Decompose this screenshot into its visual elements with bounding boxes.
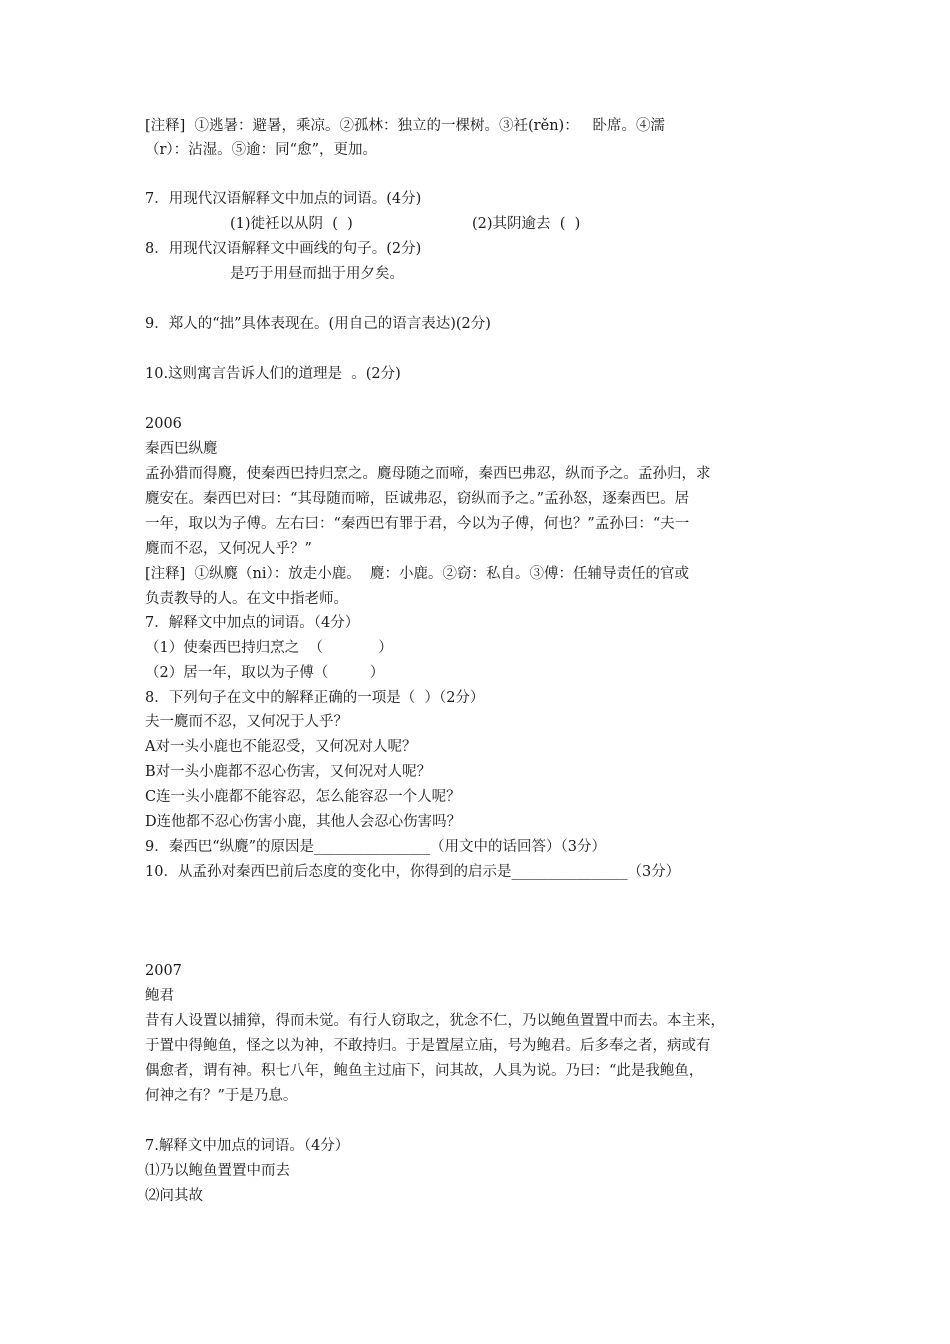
text-line: 麑安在。秦西巴对曰：“其母随而啼，臣诚弗忍，窃纵而予之。”孟孙怒，逐秦西巴。居 [145,491,690,507]
text-line: 负责教导的人。在文中指老师。 [145,591,348,607]
text-line: 秦西巴纵麑 [145,441,218,457]
text-line: 一年，取以为子傅。左右曰：“秦西巴有罪于君，今以为子傅，何也？”孟孙曰：“夫一 [145,516,690,532]
text-line: 9．郑人的“拙”具体表现在。(用自己的语言表达)(2分) [145,316,491,332]
text-line: (1)徙衽以从阴 ( ) [230,216,353,232]
text-line: 孟孙猎而得麑，使秦西巴持归烹之。麑母随之而啼，秦西巴弗忍，纵而予之。孟孙归，求 [145,466,711,482]
text-line: 是巧于用昼而拙于用夕矣。 [230,266,404,282]
text-line: 于置中得鲍鱼，怪之以为神，不敢持归。于是置屋立庙，号为鲍君。后多奉之者，病或有 [145,1038,711,1054]
text-line: 2006 [145,416,182,432]
text-line: （2）居一年，取以为子傅（ ） [145,665,385,681]
text-line: B对一头小鹿都不忍心伤害，又何况对人呢？ [145,764,432,780]
text-line: 9．秦西巴“纵麑”的原因是________________（用文中的话回答）（3分） [145,839,607,855]
text-line: （r）：沾湿。⑤逾：同“愈”，更加。 [145,142,378,158]
text-line: 麑而不忍，又何况人乎？” [145,541,312,557]
text-line: 7.解释文中加点的词语。（4分） [145,1138,350,1154]
text-line: 8．下列句子在文中的解释正确的一项是（ ）（2分） [145,690,485,706]
text-line: [注释] ①纵麑（ni）：放走小鹿。 麑：小鹿。②窃：私自。③傅：任辅导责任的官或 [145,566,689,582]
text-line: 7．解释文中加点的词语。（4分） [145,615,360,631]
text-line: D连他都不忍心伤害小鹿，其他人会忍心伤害吗？ [145,814,462,830]
text-line: 昔有人设置以捕獐，得而未觉。有行人窃取之，犹念不仁，乃以鲍鱼置置中而去。本主来， [145,1013,725,1029]
text-line: 8．用现代汉语解释文中画线的句子。(2分) [145,241,422,257]
text-line: C连一头小鹿都不能容忍，怎么能容忍一个人呢？ [145,789,461,805]
text-line: 7．用现代汉语解释文中加点的词语。(4分) [145,191,422,207]
text-line: 何神之有？”于是乃息。 [145,1088,298,1104]
text-line: 夫一麑而不忍，又何况于人乎？ [145,714,348,730]
text-line: [注释] ①逃暑：避暑，乘凉。②孤林：独立的一棵树。③衽(rěn)： 卧席。④濡 [145,118,666,134]
text-line: (2)其阴逾去 ( ) [472,216,581,232]
text-line: ⑴乃以鲍鱼置置中而去 [145,1163,290,1179]
text-line: 2007 [145,963,182,979]
text-line: A对一头小鹿也不能忍受，又何况对人呢？ [145,739,417,755]
text-line: ⑵问其故 [145,1188,203,1204]
text-line: 鲍君 [145,988,174,1004]
text-line: 10．从孟孙对秦西巴前后态度的变化中，你得到的启示是________________（3分） [145,864,681,880]
text-line: 10.这则寓言告诉人们的道理是 。(2分) [145,366,401,382]
text-line: （1）使秦西巴持归烹之 （ ） [145,640,393,656]
text-line: 偶愈者，谓有神。积七八年，鲍鱼主过庙下，问其故，人具为说。乃曰：“此是我鲍鱼， [145,1063,704,1079]
